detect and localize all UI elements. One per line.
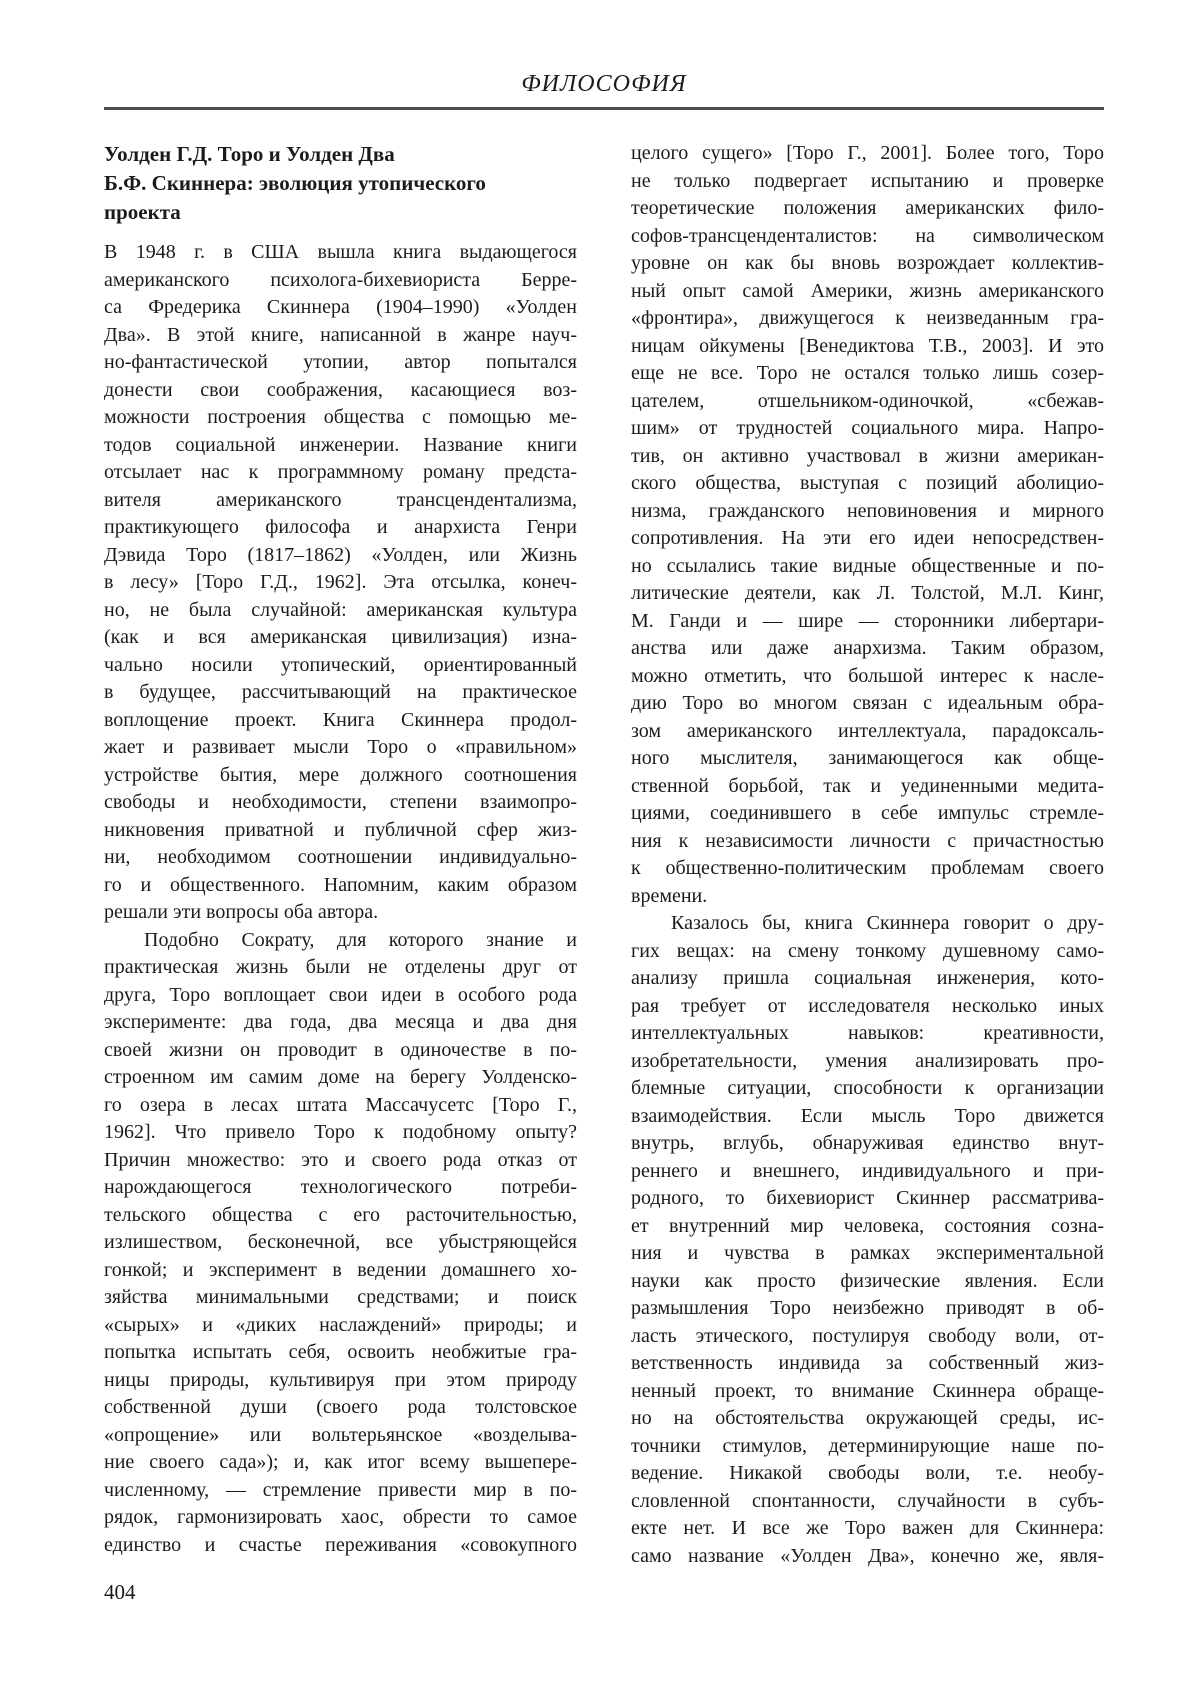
text-line: анства или даже анархизма. Таким образом, [631, 637, 1104, 659]
text-line: ственной борьбой, так и уединенными медита- [631, 774, 1104, 797]
text-line: изобретательности, умения анализировать про- [631, 1049, 1104, 1072]
text-line: уровне он как бы вновь возрождает коллектив- [631, 252, 1104, 274]
text-line: го озера в лесах штата Массачусетс [Торо Г., [104, 1093, 577, 1116]
text-line: тодов социальной инженерии. Название книги [104, 433, 577, 456]
text-line: единство и счастье переживания «совокупного [104, 1533, 577, 1556]
text-line: Подобно Сократу, для которого знание и [144, 928, 577, 951]
page-content [104, 140, 1104, 1570]
text-line: блемные ситуации, способности к организации [631, 1077, 1104, 1099]
text-line: софов-трансценденталистов: на символическом [631, 224, 1104, 247]
text-line: чально носили утопический, ориентированный [104, 653, 577, 676]
text-line: само название «Уолден Два», конечно же, явля- [631, 1544, 1104, 1567]
text-line: ния к независимости личности с причастностью [631, 829, 1104, 852]
text-line: ницам ойкумены [Венедиктова Т.В., 2003]. И это [631, 334, 1104, 357]
text-line: отсылает нас к программному роману предста- [104, 461, 577, 483]
text-line: но на обстоятельства окружающей среды, ис- [631, 1407, 1104, 1429]
text-line: целого сущего» [Торо Г., 2001]. Более того, Торо [631, 142, 1104, 164]
text-line: тельского общества с его расточительностью, [104, 1203, 577, 1226]
text-line: дию Торо во многом связан с идеальным обра- [631, 692, 1104, 714]
text-line: зом американского интеллектуала, парадоксаль- [631, 719, 1104, 742]
page-number: 404 [104, 1580, 136, 1604]
text-line: в будущее, рассчитывающий на практическое [104, 681, 577, 703]
text-line: к общественно-политическим проблемам своего [631, 857, 1104, 879]
text-line: са Фредерика Скиннера (1904–1990) «Уолден [104, 296, 577, 318]
text-line: Два». В этой книге, написанной в жанре науч- [104, 323, 577, 346]
text-line: (как и вся американская цивилизация) изна- [104, 626, 577, 648]
text-line: но, не была случайной: американская культура [104, 598, 577, 621]
text-line: решали эти вопросы оба автора. [104, 901, 379, 923]
text-line: Казалось бы, книга Скиннера говорит о дру- [671, 912, 1104, 934]
text-line: внутрь, вглубь, обнаруживая единство внут- [631, 1132, 1104, 1154]
article-title [104, 140, 577, 227]
text-line: еще не все. Торо не остался только лишь созер- [631, 362, 1104, 384]
article-title-line: Уолден Г.Д. Торо и Уолден Два [104, 142, 395, 166]
text-line: «опрощение» или вольтерьянское «возделыва- [104, 1423, 577, 1446]
text-line: науки как просто физические явления. Если [631, 1269, 1104, 1292]
text-line: собственной души (своего рода толстовское [104, 1396, 577, 1418]
text-line: но ссылались такие видные общественные и по- [631, 554, 1104, 577]
paragraph [631, 140, 1104, 910]
text-line: ние своего сада»); и, как итог всему вышепере- [104, 1451, 577, 1473]
text-line: размышления Торо неизбежно приводят в об- [631, 1297, 1104, 1319]
text-line: зяйства минимальными средствами; и поиск [104, 1286, 577, 1308]
text-line: циями, соединившего в себе импульс стремле- [631, 802, 1104, 824]
text-line: вителя американского трансцендентализма, [104, 488, 577, 511]
text-line: ведение. Никакой свободы воли, т.е. необу- [631, 1462, 1104, 1484]
text-line: ет внутренний мир человека, состояния созна- [631, 1214, 1104, 1237]
text-line: гих вещах: на смену тонкому душевному само- [631, 939, 1104, 962]
text-line: излишеством, бесконечной, все убыстряющейся [104, 1231, 577, 1253]
text-line: точники стимулов, детерминирующие наше по- [631, 1434, 1104, 1457]
text-line: рая требует от исследователя несколько иных [631, 994, 1104, 1017]
text-line: строенном им самим доме на берегу Уолденско- [104, 1066, 577, 1088]
text-line: практикующего философа и анархиста Генри [104, 516, 577, 538]
text-line: ницы природы, культивируя при этом природу [104, 1368, 577, 1391]
article-title-line: Б.Ф. Скиннера: эволюция утопического [104, 171, 486, 195]
text-line: тив, он активно участвовал в жизни американ- [631, 444, 1104, 467]
text-line: цателем, отшельником-одиночкой, «сбежав- [631, 389, 1104, 412]
text-line: реннего и внешнего, индивидуального и при- [631, 1159, 1104, 1182]
text-line: численному, — стремление привести мир в по- [104, 1478, 577, 1501]
text-line: жает и развивает мысли Торо о «правильном» [104, 736, 577, 758]
text-line: «фронтира», движущегося к неизведанным гра- [631, 307, 1104, 329]
header-divider [104, 107, 1104, 110]
text-line: словленной спонтанности, случайности в субъ- [631, 1489, 1104, 1512]
text-line: интеллектуальных навыков: креативности, [631, 1022, 1104, 1044]
text-line: М. Ганди и — шире — сторонники либертари- [631, 609, 1104, 632]
text-line: эксперименте: два года, два месяца и два дня [104, 1011, 577, 1033]
text-line: не только подвергает испытанию и проверке [631, 169, 1104, 192]
text-line: теоретические положения американских фило- [631, 197, 1104, 219]
text-line: анализу пришла социальная инженерия, кото- [631, 967, 1104, 989]
text-line: в лесу» [Торо Г.Д., 1962]. Эта отсылка, конеч- [104, 571, 577, 593]
text-line: шим» от трудностей социального мира. Напро- [631, 417, 1104, 439]
paragraph [104, 927, 577, 1560]
text-line: гонкой; и эксперимент в ведении домашнего хо- [104, 1258, 577, 1281]
text-line: ного мыслителя, занимающегося как обще- [631, 747, 1104, 769]
text-line: го и общественного. Напомним, каким образом [104, 873, 577, 896]
text-line: можно отметить, что большой интерес к насле- [631, 664, 1104, 687]
text-line: свободы и необходимости, степени взаимопро- [104, 791, 577, 813]
text-line: воплощение проект. Книга Скиннера продол- [104, 708, 577, 731]
text-line: 1962]. Что привело Торо к подобному опыту? [104, 1121, 577, 1143]
text-line: нарождающегося технологического потреби- [104, 1176, 577, 1198]
text-line: екте нет. И все же Торо важен для Скиннера: [631, 1517, 1104, 1539]
text-line: ветственность индивида за собственный жиз- [631, 1352, 1104, 1374]
journal-section-header: ФИЛОСОФИЯ [521, 71, 687, 97]
text-line: ный опыт самой Америки, жизнь американского [631, 279, 1104, 302]
text-line: рядок, гармонизировать хаос, обрести то самое [104, 1506, 577, 1528]
text-line: ненный проект, то внимание Скиннера обраще- [631, 1379, 1104, 1402]
left-column [104, 140, 577, 1570]
text-line: донести свои соображения, касающиеся воз- [104, 378, 577, 401]
text-line: Причин множество: это и своего рода отказ от [104, 1148, 577, 1171]
text-line: времени. [631, 884, 708, 907]
text-line: литические деятели, как Л. Толстой, М.Л. Кинг, [631, 582, 1104, 604]
paragraph [631, 910, 1104, 1570]
text-line: ласть этического, постулируя свободу воли, от- [631, 1324, 1104, 1347]
text-line: попытка испытать себя, освоить необжитые гра- [104, 1341, 577, 1363]
right-column [631, 140, 1104, 1570]
text-line: ского общества, выступая с позиций аболицио- [631, 472, 1104, 494]
text-line: «сырых» и «диких наслаждений» природы; и [104, 1313, 577, 1336]
article-title-line: проекта [104, 200, 181, 224]
text-line: взаимодействия. Если мысль Торо движется [631, 1104, 1104, 1127]
text-line: родного, то бихевиорист Скиннер рассматрива- [631, 1187, 1104, 1209]
text-line: своей жизни он проводит в одиночестве в по- [104, 1038, 577, 1061]
text-line: Дэвида Торо (1817–1862) «Уолден, или Жизнь [104, 543, 577, 566]
text-line: ни, необходимом соотношении индивидуально- [104, 846, 577, 868]
text-line: никновения приватной и публичной сфер жиз- [104, 818, 577, 841]
text-line: друга, Торо воплощает свои идеи в особого рода [104, 983, 577, 1006]
text-line: сопротивления. На эти его идеи непосредствен- [631, 527, 1104, 549]
text-line: американского психолога-бихевиориста Берре- [104, 268, 577, 291]
text-line: ния и чувства в рамках экспериментальной [631, 1242, 1104, 1264]
text-line: низма, гражданского неповиновения и мирного [631, 499, 1104, 522]
paragraph [104, 239, 577, 927]
text-line: В 1948 г. в США вышла книга выдающегося [104, 241, 577, 263]
text-line: устройстве бытия, мере должного соотношения [104, 763, 577, 786]
text-line: можности построения общества с помощью ме- [104, 406, 577, 428]
text-line: практическая жизнь были не отделены друг от [104, 956, 577, 978]
text-line: но-фантастической утопии, автор попытался [104, 351, 577, 373]
